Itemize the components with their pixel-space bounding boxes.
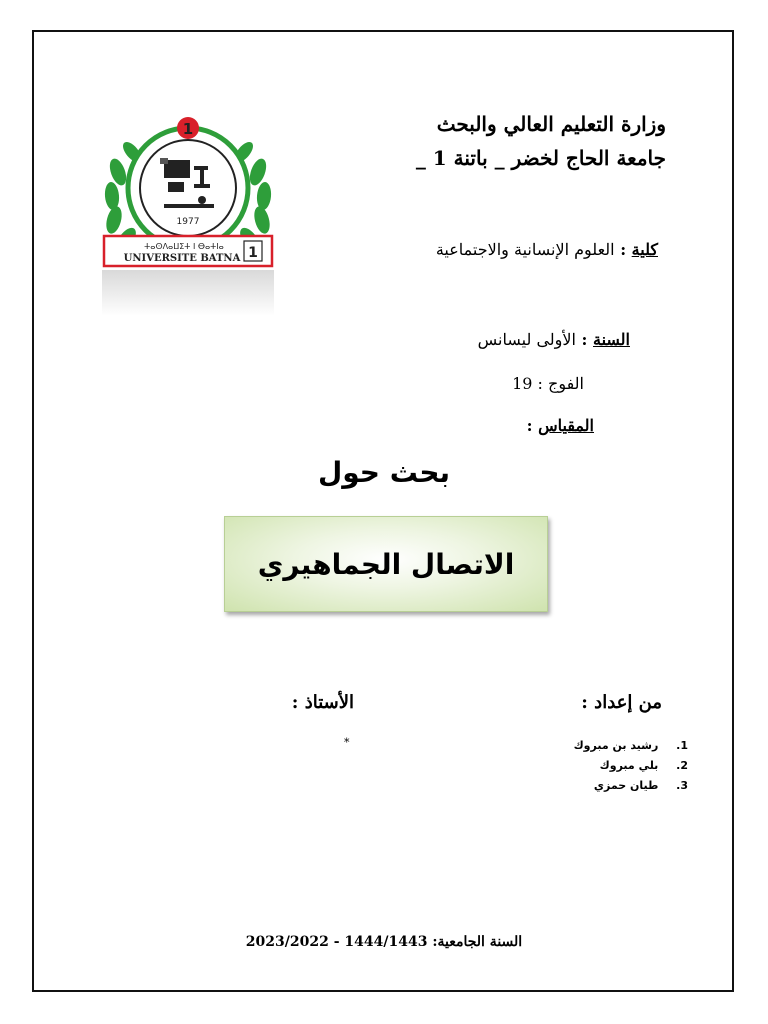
svg-text:UNIVERSITE BATNA: UNIVERSITE BATNA <box>123 253 241 264</box>
group-separator: : <box>532 374 548 393</box>
student-name: رشيد بن مبروك <box>573 739 659 752</box>
academic-year-dash: - <box>328 934 345 950</box>
student-name: بلي مبروك <box>599 759 659 772</box>
module-separator: : <box>526 416 539 435</box>
student-number: 3. <box>676 779 688 792</box>
group-value: 19 <box>512 374 533 393</box>
research-about-heading: بحث حول <box>317 456 451 489</box>
student-item <box>574 756 688 776</box>
faculty-label: كلية <box>631 240 658 259</box>
university-logo <box>98 100 278 320</box>
svg-text:1: 1 <box>182 120 194 138</box>
group-label: الفوج <box>547 374 584 393</box>
professor-label: الأستاذ : <box>291 692 354 713</box>
svg-text:ⵜⴰⵙⴷⴰⵡⵉⵜ ⵏ ⴱⴰⵜⵏⴰ: ⵜⴰⵙⴷⴰⵡⵉⵜ ⵏ ⴱⴰⵜⵏⴰ <box>144 242 224 251</box>
student-number: 2. <box>676 759 688 772</box>
university-name: جامعة الحاج لخضر _ باتنة 1 _ <box>415 146 666 170</box>
ministry-title: وزارة التعليم العالي والبحث <box>436 112 666 136</box>
module-label: المقياس <box>538 416 594 435</box>
group-line <box>512 374 584 393</box>
topic-title: الاتصال الجماهيري <box>257 547 515 581</box>
student-number: 1. <box>676 739 688 752</box>
academic-year-label: السنة الجامعية: <box>432 934 523 950</box>
faculty-value: العلوم الإنسانية والاجتماعية <box>435 240 615 259</box>
academic-year-hijri: 1444/1443 <box>344 934 428 950</box>
year-separator: : <box>575 330 593 349</box>
faculty-separator: : <box>614 240 632 259</box>
student-item <box>574 736 688 756</box>
svg-text:1: 1 <box>248 245 258 261</box>
academic-year-gregorian: 2023/2022 <box>245 934 329 950</box>
prepared-by-label: من إعداد : <box>581 692 662 713</box>
students-list <box>574 736 688 796</box>
professor-bullet: * <box>344 736 350 749</box>
topic-title-box <box>224 516 548 612</box>
year-line <box>478 330 630 349</box>
year-value: الأولى ليسانس <box>477 330 576 349</box>
module-line <box>527 416 594 435</box>
student-name: طيان حمزي <box>593 779 659 792</box>
svg-text:1977: 1977 <box>176 217 200 227</box>
faculty-line <box>436 240 658 259</box>
student-item <box>574 776 688 796</box>
academic-year-line <box>0 934 768 950</box>
year-label: السنة <box>593 330 630 349</box>
